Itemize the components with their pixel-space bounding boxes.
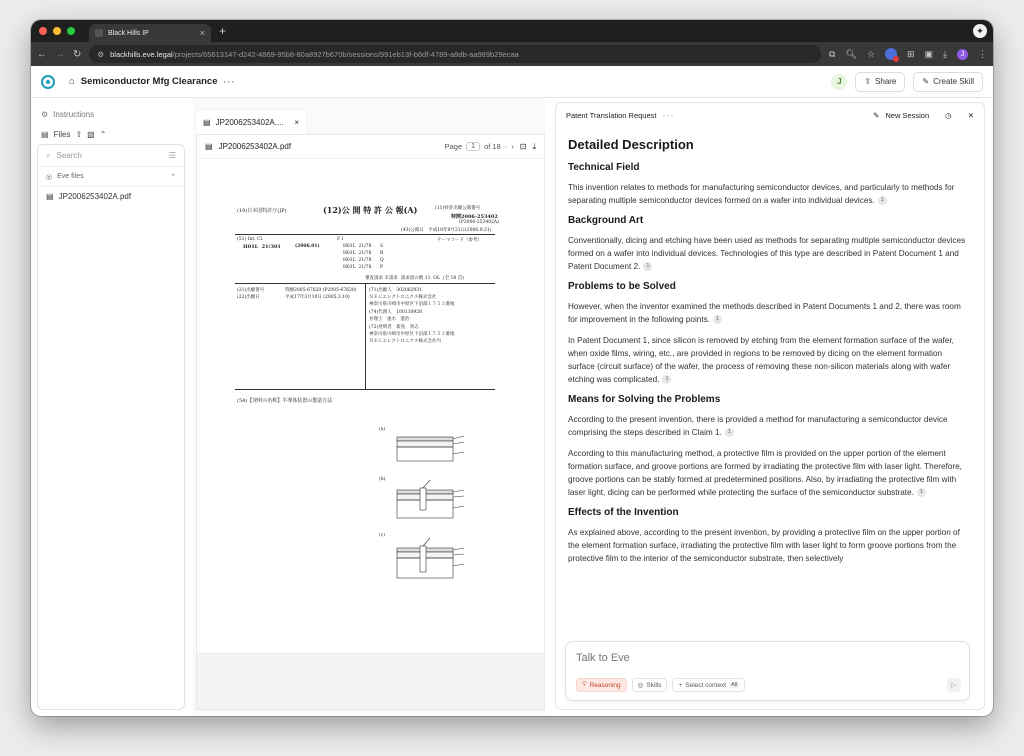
pdf-file-icon: ▤ — [203, 117, 211, 127]
document-tab-label: JP2006253402A.... — [215, 117, 284, 127]
patent-figure — [392, 432, 482, 582]
install-app-icon[interactable]: ⧉ — [829, 48, 836, 59]
share-label: Share — [875, 77, 897, 86]
citation-badge[interactable]: 1 — [878, 196, 887, 205]
browser-menu-icon[interactable]: ⋮ — [978, 48, 987, 59]
citation-badge[interactable]: 1 — [725, 428, 734, 437]
next-page-icon[interactable]: › — [511, 142, 514, 151]
header-actions — [831, 72, 983, 92]
eve-logo-icon[interactable] — [41, 75, 55, 89]
instructions-icon: ⚙ — [41, 109, 49, 119]
zoom-icon[interactable]: 🔍︎ — [845, 48, 857, 59]
upload-icon[interactable]: ⇪ — [75, 129, 83, 139]
project-more-icon[interactable]: ··· — [223, 76, 236, 87]
section-paragraph: According to this manufacturing method, a protective film is provided on the upper portion of the element formation surface, and groove portions are formed by irradiating the protective film with laser light. Therefore, groove portions can be stably formed at predetermined positions. Also, by irradiating the protective film with laser light, dicing can be performed while protecting the surface of the semiconductor substrate. 1 — [568, 449, 962, 497]
new-tab-icon[interactable]: + — [219, 24, 227, 38]
close-tab-icon[interactable]: × — [199, 28, 205, 38]
close-window-button[interactable] — [39, 27, 47, 35]
section-paragraph: In Patent Document 1, since silicon is removed by etching from the element formation surface of the wafer, when oxide films, wiring, etc., are provided in regions to be removed by dicing on the element formation surface (circuit surface) of the wafer, the process of removing these non-silicon materials along with wafer etching was complicated. 1 — [568, 336, 954, 384]
section-title: Means for Solving the Problems — [568, 394, 721, 405]
chat-panel-header — [556, 103, 984, 127]
reasoning-toggle[interactable] — [576, 678, 627, 692]
document-viewer-pane — [193, 98, 545, 716]
address-bar[interactable] — [89, 45, 821, 63]
download-icon[interactable]: ⤓ — [532, 141, 536, 151]
share-icon: ⇪ — [864, 77, 872, 86]
page-label: Page — [444, 142, 463, 151]
project-title[interactable]: Semiconductor Mfg Clearance — [80, 76, 218, 87]
send-icon[interactable]: ▷ — [947, 678, 961, 692]
sparkle-icon[interactable]: ✦ — [973, 24, 987, 38]
pdf-theme-code: テーマコード（参考） — [437, 238, 482, 243]
search-input[interactable]: Search — [56, 151, 82, 160]
file-search[interactable] — [38, 145, 184, 167]
app-header — [31, 66, 993, 98]
files-header — [37, 124, 185, 144]
page-input[interactable]: 1 — [466, 142, 480, 151]
pdf-cls-date: (2006.01) — [295, 244, 320, 249]
file-item[interactable] — [38, 187, 184, 205]
chevron-up-icon[interactable]: ⌃ — [170, 173, 176, 181]
browser-toolbar — [31, 42, 993, 66]
pdf-page — [197, 167, 544, 637]
select-context-label: Select context — [685, 681, 727, 689]
chevron-up-icon[interactable]: ⌃ — [99, 129, 107, 139]
pdf-file-icon: ▤ — [46, 191, 54, 201]
close-icon[interactable]: ✕ — [967, 110, 974, 120]
session-more-icon[interactable]: ··· — [662, 110, 675, 120]
home-icon[interactable]: ⌂ — [69, 76, 75, 87]
pdf-cls1: H01L 21/301 — [243, 244, 281, 250]
minimize-window-button[interactable] — [53, 27, 61, 35]
pdf-invention-title: (54)【発明の名称】半導体装置の製造方法 — [237, 398, 333, 404]
viewer-page-gap — [197, 653, 544, 709]
pdf-fi-row: H01L 21/78 S — [343, 244, 384, 249]
new-file-icon[interactable]: ▧ — [87, 129, 95, 139]
filter-icon[interactable]: ☰ — [168, 151, 176, 160]
pdf-app-date-label: (22)出願日 — [237, 295, 260, 300]
browser-window — [31, 20, 993, 716]
section-title: Problems to be Solved — [568, 281, 676, 292]
file-item-name: JP2006253402A.pdf — [58, 191, 132, 201]
close-icon[interactable]: × — [294, 117, 299, 127]
pdf-app-no: 特願2005-67620 (P2005-67620) — [285, 288, 357, 293]
back-icon[interactable]: ← — [37, 48, 47, 60]
browser-tab-title: Black Hills IP — [108, 29, 149, 37]
pdf-rule — [365, 283, 366, 389]
instructions-link[interactable] — [37, 104, 185, 124]
search-icon: ⌕ — [46, 150, 51, 160]
project-title-group — [69, 76, 235, 87]
user-avatar[interactable]: J — [831, 74, 847, 90]
citation-badge[interactable]: 1 — [662, 375, 671, 384]
eve-icon: ◎ — [46, 173, 53, 181]
context-all-badge: All — [731, 682, 738, 688]
pdf-fi-row: H01L 21/78 B — [343, 251, 384, 256]
pdf-rule — [235, 389, 495, 390]
bookmark-star-icon[interactable]: ☆ — [866, 48, 875, 59]
site-info-icon[interactable]: ⚙ — [97, 49, 105, 59]
section-title: Background Art — [568, 215, 644, 226]
lightbulb-icon: 💡︎ — [582, 681, 587, 688]
share-button[interactable] — [855, 72, 905, 92]
pdf-fi-label: F I — [337, 237, 344, 242]
document-tab[interactable] — [196, 110, 306, 134]
response-body — [568, 133, 968, 619]
create-skill-button[interactable] — [913, 72, 983, 92]
page-navigation — [445, 142, 514, 151]
fit-page-icon[interactable]: ⊡ — [519, 142, 527, 151]
pdf-inventor: (72)発明者 新島 勇志 神奈川県川崎市中原区下沼部１７５３番地 ＮＥＣエレクトロニクス株式会社内 — [369, 325, 455, 344]
profile-avatar[interactable]: J — [957, 49, 968, 60]
section-title: Effects of the Invention — [568, 507, 679, 518]
select-context-button[interactable] — [672, 678, 745, 692]
section-paragraph: This invention relates to methods for manufacturing semiconductor devices, and particularly to methods for separating multiple semiconductor devices formed on a wafer into individual devices. 1 — [568, 183, 955, 205]
response-heading: Detailed Description — [568, 137, 694, 152]
session-title[interactable]: Patent Translation Request — [566, 110, 657, 120]
pdf-header-right2: 特開2006-253402 — [451, 214, 498, 220]
instructions-label: Instructions — [53, 109, 95, 119]
pdf-app-no-label: (21)出願番号 — [237, 288, 265, 293]
pdf-fi-row: H01L 21/78 Q — [343, 258, 384, 263]
download-icon[interactable]: ⤓ — [943, 48, 947, 59]
window-controls — [39, 27, 75, 35]
pdf-agent: (74)代理人 100110928 弁理士 速水 進治 — [369, 310, 423, 322]
skills-label: Skills — [646, 681, 662, 689]
extension-icon[interactable] — [885, 48, 897, 60]
pdf-int-cl: (51) Int. Cl. — [237, 237, 264, 242]
eve-files-group[interactable] — [38, 167, 184, 187]
skills-button[interactable] — [632, 678, 668, 692]
section-paragraph: According to the present invention, there is provided a method for manufacturing a semiconductor device comprising the steps described in Claim 1. 1 — [568, 415, 948, 437]
toolbar-actions — [829, 48, 987, 60]
pdf-fi-row: H01L 21/78 P — [343, 265, 384, 270]
pdf-header-left: (19)日本国特許庁(JP) — [237, 208, 287, 214]
workspace — [31, 98, 993, 716]
create-skill-label: Create Skill — [933, 77, 974, 86]
citation-badge[interactable]: 1 — [917, 488, 926, 497]
viewer-toolbar — [197, 135, 544, 159]
maximize-window-button[interactable] — [67, 27, 75, 35]
chat-input[interactable]: Talk to Eve — [576, 652, 630, 664]
viewer-file-name: JP2006253402A.pdf — [218, 142, 292, 151]
section-paragraph: As explained above, according to the present invention, by providing a protective film on the upper portion of the element formation surface, irradiating the protective film with laser light to form groove portions from the protective film to the interior of the semiconductor substrate, then selectively — [568, 528, 960, 563]
forward-icon[interactable]: → — [55, 48, 65, 60]
side-panel-icon[interactable]: ▣ — [924, 48, 934, 59]
history-icon[interactable]: ◷ — [945, 110, 952, 120]
pdf-header-right4: (43)公開日 平成18年9月21日(2006.9.21) — [401, 228, 492, 233]
files-panel — [37, 144, 185, 710]
pdf-header-right3: (P2006-253402A) — [459, 220, 499, 225]
page-total: of 18 — [484, 142, 501, 151]
chat-panel — [555, 102, 985, 710]
url-host: blackhills.eve.legal — [110, 49, 173, 59]
url-path: /projects/65613147-d242-4869-95b8-80a8927b670b/sessions/991eb13f-b6df-4789-a8db-aa989b29ecaa — [172, 49, 519, 59]
browser-tab[interactable] — [89, 24, 211, 42]
pdf-rule — [235, 234, 495, 235]
section-paragraph: Conventionally, dicing and etching have been used as methods for separating multiple semiconductor devices formed on a wafer into individual devices. Technologies of this type are described in Patent Document 1 and Patent Document 2. 1 — [568, 236, 966, 271]
favicon-icon — [95, 29, 103, 37]
pdf-applicant: (71)出願人 302062931 ＮＥＣエレクトロニクス株式会社 神奈川県川崎市中原区下沼部１７５３番地 — [369, 288, 455, 307]
left-sidebar — [31, 98, 191, 716]
file-icon: ▤ — [41, 129, 49, 139]
extensions-puzzle-icon[interactable]: ⊞ — [906, 48, 915, 59]
pdf-header-right1: (11)特許出願公開番号 — [435, 206, 481, 211]
pdf-exam: 審査請求 未請求 請求項の数 11 OL (全 18 頁) — [365, 276, 464, 281]
pdf-fig-a: (a) — [379, 427, 386, 432]
pdf-fig-c: (c) — [379, 533, 386, 538]
files-label: Files — [53, 129, 71, 139]
pdf-header-center: (12)公 開 特 許 公 報(A) — [323, 205, 418, 215]
skills-icon: ◎ — [637, 682, 644, 689]
new-session-icon[interactable]: ✎ — [873, 110, 880, 120]
pdf-file-icon: ▤ — [205, 142, 213, 151]
eve-files-label: Eve files — [57, 173, 84, 180]
wand-icon: ✎ — [922, 77, 930, 86]
reload-icon[interactable]: ↻ — [73, 48, 82, 60]
citation-badge[interactable]: 1 — [643, 262, 652, 271]
pdf-fig-b: (b) — [379, 477, 386, 482]
section-paragraph: However, when the inventor examined the methods described in Patent Documents 1 and 2, there was room for improvement in the following points. 1 — [568, 302, 961, 324]
chat-composer — [565, 641, 970, 701]
new-session-button[interactable]: New Session — [885, 110, 930, 120]
prev-page-icon[interactable]: ‹ — [504, 142, 508, 151]
section-title: Technical Field — [568, 162, 640, 173]
composer-tools — [576, 678, 745, 692]
reasoning-label: Reasoning — [589, 681, 621, 689]
browser-tab-bar — [31, 20, 993, 42]
pdf-viewer — [196, 134, 545, 710]
citation-badge[interactable]: 1 — [713, 315, 722, 324]
plus-icon: + — [678, 681, 683, 689]
pdf-app-date: 平成17年3月10日 (2005.3.10) — [285, 295, 350, 300]
